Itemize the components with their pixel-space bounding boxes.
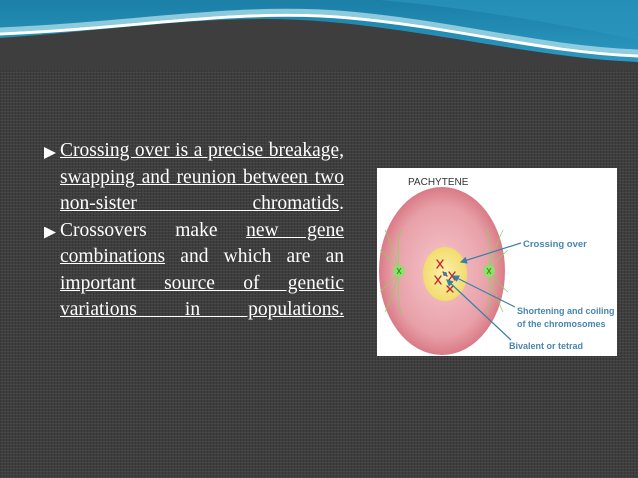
bullet-1-underlined-text: Crossing over is a precise breakage, swapping and reunion between two non-sister chromatids xyxy=(60,140,344,214)
slide-text xyxy=(44,138,344,324)
bullet-crossing-over xyxy=(44,138,344,218)
bullet-crossovers xyxy=(44,218,344,324)
bullet-1-text: . xyxy=(339,193,344,214)
label-crossing-over: Crossing over xyxy=(523,239,587,250)
pachytene-diagram xyxy=(377,168,617,356)
bivalent-marker xyxy=(443,272,447,276)
bullet-triangle-icon xyxy=(44,227,56,239)
bullet-2-underlined-b: important source of genetic variations in populations. xyxy=(60,272,344,320)
figure-title: PACHYTENE xyxy=(408,177,469,188)
bullet-triangle-icon xyxy=(44,147,56,159)
bullet-2-text-a: Crossovers make xyxy=(60,219,247,241)
label-shortening-1: Shortening and coiling xyxy=(517,306,615,316)
bullet-2-text-b: and which are an xyxy=(165,246,344,267)
label-shortening-2: of the chromosomes xyxy=(517,319,606,329)
label-bivalent: Bivalent or tetrad xyxy=(509,341,584,351)
bullet-2-underlined-a: new gene combinations xyxy=(60,219,344,267)
pachytene-svg xyxy=(377,168,617,356)
header-wave-banner xyxy=(0,0,638,70)
